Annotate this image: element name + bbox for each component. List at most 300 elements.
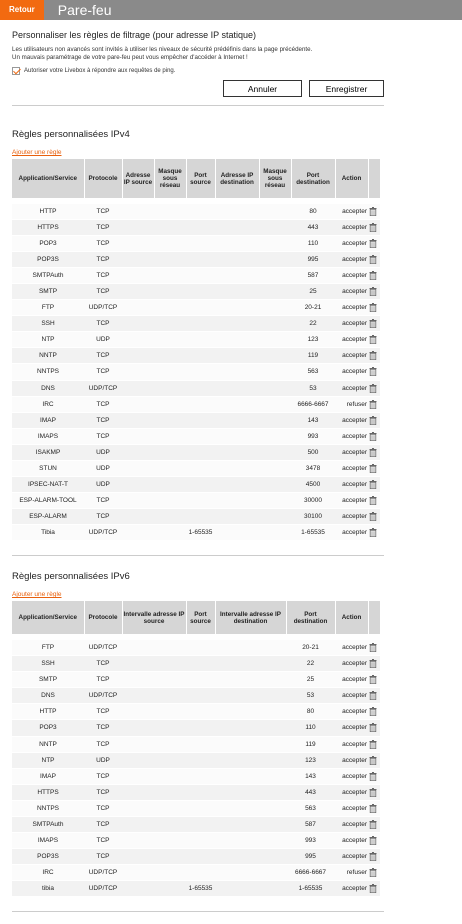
cell-action: accepter: [335, 412, 368, 428]
cell-protocol: TCP: [84, 364, 122, 380]
cell-action: accepter: [335, 720, 368, 736]
table-row: [12, 688, 380, 704]
delete-cell: [368, 656, 380, 672]
cell-protocol: UDP/TCP: [84, 525, 122, 541]
delete-cell: [368, 849, 380, 865]
cell-source-range: [122, 768, 186, 784]
cell-destination-mask: [259, 251, 291, 267]
cell-application: SMTP: [12, 672, 84, 688]
cell-source-mask: [154, 412, 186, 428]
cell-action: accepter: [335, 881, 368, 897]
cell-source-mask: [154, 251, 186, 267]
cell-destination-ip: [215, 300, 259, 316]
top-bar: [0, 0, 462, 20]
cell-destination-ip: [215, 283, 259, 299]
trash-icon[interactable]: [369, 207, 377, 216]
cell-source-ip: [122, 316, 154, 332]
cell-source-mask: [154, 316, 186, 332]
cell-destination-range: [215, 833, 286, 849]
delete-cell: [368, 768, 380, 784]
cell-destination-ip: [215, 444, 259, 460]
cell-protocol: TCP: [84, 768, 122, 784]
cell-destination-port: 4500: [291, 477, 335, 493]
cell-application: STUN: [12, 461, 84, 477]
cell-source-range: [122, 881, 186, 897]
table-row: [12, 300, 380, 316]
cell-source-port: [186, 396, 215, 412]
trash-icon[interactable]: [369, 335, 377, 344]
cell-source-range: [122, 736, 186, 752]
description-line-1: Les utilisateurs non avancés sont invités à utiliser les niveaux de sécurité prédéfinis dans la page précédente.: [12, 46, 313, 53]
cell-destination-range: [215, 752, 286, 768]
cell-application: SSH: [12, 316, 84, 332]
cell-destination-port: 25: [286, 672, 335, 688]
cell-source-ip: [122, 219, 154, 235]
cell-application: NNTPS: [12, 364, 84, 380]
cell-protocol: TCP: [84, 493, 122, 509]
cell-source-port: [186, 752, 215, 768]
cell-destination-ip: [215, 235, 259, 251]
trash-icon[interactable]: [369, 804, 377, 813]
cell-source-mask: [154, 461, 186, 477]
table-row: [12, 348, 380, 364]
col-application: Application/Service: [12, 601, 84, 634]
cell-source-ip: [122, 332, 154, 348]
cell-application: IMAP: [12, 768, 84, 784]
delete-cell: [368, 316, 380, 332]
cell-action: accepter: [335, 736, 368, 752]
delete-cell: [368, 865, 380, 881]
cell-application: HTTP: [12, 203, 84, 219]
cell-destination-ip: [215, 461, 259, 477]
trash-icon[interactable]: [369, 496, 377, 505]
cell-destination-port: 995: [286, 849, 335, 865]
col-protocol: Protocole: [84, 601, 122, 634]
cell-destination-port: 22: [286, 656, 335, 672]
cell-destination-port: 110: [291, 235, 335, 251]
ipv6-rules-body: [12, 634, 380, 897]
table-row: [12, 672, 380, 688]
cell-application: IPSEC-NAT-T: [12, 477, 84, 493]
cell-action: accepter: [335, 688, 368, 704]
cell-source-port: [186, 283, 215, 299]
cell-destination-ip: [215, 203, 259, 219]
table-row: [12, 509, 380, 525]
cell-application: NNTP: [12, 348, 84, 364]
cell-destination-port: 123: [286, 752, 335, 768]
ipv4-section-title: Règles personnalisées IPv4: [12, 129, 130, 140]
delete-cell: [368, 817, 380, 833]
delete-cell: [368, 736, 380, 752]
cell-source-ip: [122, 348, 154, 364]
cell-action: accepter: [335, 509, 368, 525]
cell-source-mask: [154, 300, 186, 316]
cell-source-ip: [122, 525, 154, 541]
cell-source-mask: [154, 283, 186, 299]
trash-icon[interactable]: [369, 772, 377, 781]
cell-application: NNTPS: [12, 800, 84, 816]
cell-source-ip: [122, 412, 154, 428]
delete-cell: [368, 477, 380, 493]
trash-icon[interactable]: [369, 303, 377, 312]
cell-source-port: [186, 639, 215, 655]
trash-icon[interactable]: [369, 367, 377, 376]
table-row: [12, 461, 380, 477]
col-action: Action: [335, 159, 368, 198]
delete-cell: [368, 364, 380, 380]
cell-action: accepter: [335, 316, 368, 332]
cell-destination-port: 563: [286, 800, 335, 816]
cell-destination-mask: [259, 219, 291, 235]
delete-cell: [368, 461, 380, 477]
cell-source-range: [122, 656, 186, 672]
cell-destination-mask: [259, 509, 291, 525]
trash-icon[interactable]: [369, 643, 377, 652]
description: [12, 46, 384, 62]
cell-destination-mask: [259, 283, 291, 299]
cell-source-ip: [122, 283, 154, 299]
cell-protocol: TCP: [84, 720, 122, 736]
cell-source-range: [122, 865, 186, 881]
trash-icon[interactable]: [369, 223, 377, 232]
delete-cell: [368, 396, 380, 412]
table-row: [12, 316, 380, 332]
cell-source-port: [186, 817, 215, 833]
trash-icon[interactable]: [369, 351, 377, 360]
cell-protocol: TCP: [84, 396, 122, 412]
delete-cell: [368, 525, 380, 541]
table-row: [12, 817, 380, 833]
cell-protocol: UDP/TCP: [84, 881, 122, 897]
cell-destination-range: [215, 736, 286, 752]
cell-action: refuser: [335, 396, 368, 412]
cell-destination-mask: [259, 525, 291, 541]
table-row: [12, 720, 380, 736]
cell-application: IRC: [12, 865, 84, 881]
cell-source-ip: [122, 251, 154, 267]
cell-action: accepter: [335, 364, 368, 380]
col-action: Action: [335, 601, 368, 634]
table-row: [12, 639, 380, 655]
cell-destination-port: 1-65535: [291, 525, 335, 541]
table-row: [12, 267, 380, 283]
cell-source-ip: [122, 300, 154, 316]
cell-source-range: [122, 849, 186, 865]
ipv6-header-row: [12, 601, 380, 634]
cell-destination-range: [215, 656, 286, 672]
trash-icon[interactable]: [369, 884, 377, 893]
cell-source-port: [186, 509, 215, 525]
delete-cell: [368, 283, 380, 299]
cell-protocol: UDP/TCP: [84, 300, 122, 316]
content: [12, 20, 384, 912]
cell-protocol: UDP: [84, 461, 122, 477]
trash-icon[interactable]: [369, 432, 377, 441]
cell-destination-mask: [259, 235, 291, 251]
delete-cell: [368, 720, 380, 736]
table-row: [12, 865, 380, 881]
trash-icon[interactable]: [369, 464, 377, 473]
cell-destination-port: 22: [291, 316, 335, 332]
table-row: [12, 251, 380, 267]
cell-source-port: 1-65535: [186, 881, 215, 897]
col-source-port: Port source: [186, 159, 215, 198]
trash-icon[interactable]: [369, 756, 377, 765]
cell-action: accepter: [335, 833, 368, 849]
cell-protocol: TCP: [84, 203, 122, 219]
cell-destination-ip: [215, 428, 259, 444]
cell-protocol: TCP: [84, 704, 122, 720]
col-delete: [368, 601, 380, 634]
table-row: [12, 736, 380, 752]
cell-application: Tibia: [12, 525, 84, 541]
cell-source-ip: [122, 493, 154, 509]
cell-application: SSH: [12, 656, 84, 672]
cell-action: accepter: [335, 444, 368, 460]
trash-icon[interactable]: [369, 723, 377, 732]
cell-application: ESP-ALARM-TOOL: [12, 493, 84, 509]
trash-icon[interactable]: [369, 400, 377, 409]
cell-protocol: UDP/TCP: [84, 380, 122, 396]
cell-source-mask: [154, 348, 186, 364]
save-button[interactable]: Enregistrer: [309, 80, 384, 97]
cell-source-mask: [154, 332, 186, 348]
cell-source-port: [186, 688, 215, 704]
cell-application: ESP-ALARM: [12, 509, 84, 525]
cell-source-port: [186, 380, 215, 396]
delete-cell: [368, 639, 380, 655]
trash-icon[interactable]: [369, 239, 377, 248]
cell-source-mask: [154, 477, 186, 493]
cell-source-mask: [154, 380, 186, 396]
cell-destination-port: 30000: [291, 493, 335, 509]
trash-icon[interactable]: [369, 416, 377, 425]
cell-action: accepter: [335, 525, 368, 541]
trash-icon[interactable]: [369, 659, 377, 668]
cell-destination-port: 587: [286, 817, 335, 833]
cell-application: tibia: [12, 881, 84, 897]
trash-icon[interactable]: [369, 675, 377, 684]
delete-cell: [368, 704, 380, 720]
cell-action: accepter: [335, 300, 368, 316]
cell-source-port: [186, 332, 215, 348]
cell-source-mask: [154, 493, 186, 509]
col-source-mask: Masque sous réseau: [154, 159, 186, 198]
cell-application: IRC: [12, 396, 84, 412]
delete-cell: [368, 784, 380, 800]
delete-cell: [368, 380, 380, 396]
cell-source-port: [186, 800, 215, 816]
cell-application: HTTPS: [12, 784, 84, 800]
cell-destination-mask: [259, 444, 291, 460]
trash-icon[interactable]: [369, 287, 377, 296]
cell-protocol: TCP: [84, 736, 122, 752]
cell-destination-port: 30100: [291, 509, 335, 525]
cell-destination-mask: [259, 267, 291, 283]
cell-source-mask: [154, 219, 186, 235]
table-row: [12, 203, 380, 219]
cell-application: SMTPAuth: [12, 817, 84, 833]
cell-source-port: [186, 656, 215, 672]
cell-application: NTP: [12, 332, 84, 348]
trash-icon[interactable]: [369, 691, 377, 700]
cell-protocol: TCP: [84, 267, 122, 283]
delete-cell: [368, 672, 380, 688]
cell-action: accepter: [335, 461, 368, 477]
ipv4-add-rule-link[interactable]: Ajouter une règle: [12, 149, 62, 156]
ipv4-rules-body: [12, 198, 380, 541]
table-row: [12, 283, 380, 299]
cell-source-port: [186, 865, 215, 881]
cell-source-ip: [122, 364, 154, 380]
cell-application: FTP: [12, 639, 84, 655]
cell-application: DNS: [12, 380, 84, 396]
cell-destination-range: [215, 849, 286, 865]
cell-source-port: [186, 444, 215, 460]
cell-protocol: UDP/TCP: [84, 688, 122, 704]
trash-icon[interactable]: [369, 384, 377, 393]
cell-source-range: [122, 800, 186, 816]
cell-destination-range: [215, 704, 286, 720]
cell-protocol: UDP: [84, 444, 122, 460]
cell-action: accepter: [335, 784, 368, 800]
cell-destination-port: 53: [286, 688, 335, 704]
cell-destination-range: [215, 817, 286, 833]
cell-source-port: [186, 235, 215, 251]
trash-icon[interactable]: [369, 255, 377, 264]
trash-icon[interactable]: [369, 448, 377, 457]
cell-destination-port: 123: [291, 332, 335, 348]
cell-destination-ip: [215, 332, 259, 348]
table-row: [12, 704, 380, 720]
cell-source-ip: [122, 477, 154, 493]
col-source-port: Port source: [186, 601, 215, 634]
table-row: [12, 235, 380, 251]
cell-source-range: [122, 784, 186, 800]
cell-destination-mask: [259, 493, 291, 509]
cell-application: POP3S: [12, 251, 84, 267]
cell-destination-ip: [215, 477, 259, 493]
delete-cell: [368, 493, 380, 509]
cell-source-mask: [154, 235, 186, 251]
delete-cell: [368, 509, 380, 525]
trash-icon[interactable]: [369, 836, 377, 845]
delete-cell: [368, 444, 380, 460]
trash-icon[interactable]: [369, 788, 377, 797]
cell-action: accepter: [335, 428, 368, 444]
cell-application: SMTP: [12, 283, 84, 299]
ipv6-add-rule-link[interactable]: Ajouter une règle: [12, 591, 62, 599]
cell-protocol: TCP: [84, 833, 122, 849]
cell-action: accepter: [335, 332, 368, 348]
trash-icon[interactable]: [369, 868, 377, 877]
cell-destination-port: 1-65535: [286, 881, 335, 897]
cell-source-port: [186, 784, 215, 800]
cell-destination-mask: [259, 396, 291, 412]
col-destination-mask: Masque sous réseau: [259, 159, 291, 198]
delete-cell: [368, 251, 380, 267]
cell-protocol: UDP: [84, 477, 122, 493]
cell-application: POP3: [12, 235, 84, 251]
cell-destination-ip: [215, 525, 259, 541]
trash-icon[interactable]: [369, 512, 377, 521]
trash-icon[interactable]: [369, 319, 377, 328]
cell-source-ip: [122, 509, 154, 525]
trash-icon[interactable]: [369, 707, 377, 716]
cell-application: SMTPAuth: [12, 267, 84, 283]
cell-protocol: TCP: [84, 235, 122, 251]
cell-protocol: TCP: [84, 672, 122, 688]
cell-destination-ip: [215, 396, 259, 412]
table-row: [12, 332, 380, 348]
back-button[interactable]: Retour: [0, 0, 44, 20]
cell-destination-range: [215, 639, 286, 655]
cell-source-range: [122, 752, 186, 768]
cell-destination-ip: [215, 493, 259, 509]
form-actions: [12, 80, 384, 97]
col-destination-port: Port destination: [291, 159, 335, 198]
table-row: [12, 219, 380, 235]
cell-source-ip: [122, 396, 154, 412]
cell-source-ip: [122, 428, 154, 444]
trash-icon[interactable]: [369, 740, 377, 749]
cell-source-port: [186, 720, 215, 736]
cell-source-ip: [122, 461, 154, 477]
cell-source-port: [186, 768, 215, 784]
trash-icon[interactable]: [369, 820, 377, 829]
cell-protocol: TCP: [84, 316, 122, 332]
cell-destination-port: 20-21: [291, 300, 335, 316]
table-row: [12, 881, 380, 897]
col-protocol: Protocole: [84, 159, 122, 198]
cell-destination-port: 25: [291, 283, 335, 299]
cell-destination-range: [215, 672, 286, 688]
trash-icon[interactable]: [369, 271, 377, 280]
ping-checkbox[interactable]: [12, 67, 20, 75]
cell-source-port: [186, 364, 215, 380]
page-title: Pare-feu: [57, 2, 112, 18]
cell-destination-range: [215, 881, 286, 897]
delete-cell: [368, 800, 380, 816]
cell-destination-port: 20-21: [286, 639, 335, 655]
trash-icon[interactable]: [369, 852, 377, 861]
cell-protocol: UDP: [84, 332, 122, 348]
cell-application: NTP: [12, 752, 84, 768]
cell-destination-ip: [215, 412, 259, 428]
cancel-button[interactable]: Annuler: [223, 80, 302, 97]
cell-action: accepter: [335, 380, 368, 396]
cell-action: accepter: [335, 493, 368, 509]
cell-protocol: TCP: [84, 348, 122, 364]
delete-cell: [368, 881, 380, 897]
cell-protocol: TCP: [84, 656, 122, 672]
cell-destination-ip: [215, 364, 259, 380]
cell-source-range: [122, 688, 186, 704]
cell-destination-port: 119: [291, 348, 335, 364]
cell-action: accepter: [335, 752, 368, 768]
cell-destination-port: 6666-6667: [291, 396, 335, 412]
table-row: [12, 784, 380, 800]
cell-destination-port: 3478: [291, 461, 335, 477]
cell-destination-ip: [215, 219, 259, 235]
col-destination-range: Intervalle adresse IP destination: [215, 601, 286, 634]
cell-destination-range: [215, 688, 286, 704]
trash-icon[interactable]: [369, 480, 377, 489]
trash-icon[interactable]: [369, 528, 377, 537]
cell-source-range: [122, 720, 186, 736]
delete-cell: [368, 412, 380, 428]
cell-destination-port: 587: [291, 267, 335, 283]
